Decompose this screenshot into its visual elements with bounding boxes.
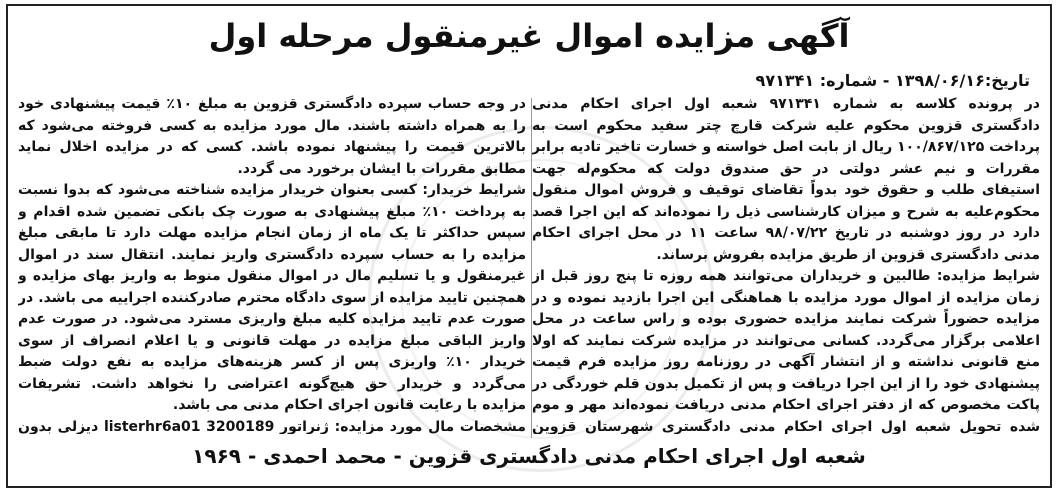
buyer-conditions-paragraph: شرایط خریدار: کسی بعنوان خریدار مزایده شناخته می‌شود که بدوا نسبت به پرداخت ۱۰٪ مبلغ پیشنهادی به صورت چک بانکی تضمین شده اقدام و سپس حداکثر تا یک ماه از زمان انجام مزایده مهلت دارد تا مابقی مبلغ مزایده را به حساب سپرده دادگستری واریز نمایند. انتقال سند در اموال غیرمنقول و یا تسلیم مال در اموال منقول منوط به واریز بهای مزایده و همچنین تایید مزایده از سوی دادگاه محترم صادرکننده اجراییه می باشد. در صورت عدم تایید مزایده کلیه مبلغ واریزی مسترد می‌شود. در صورت عدم واریز الباقی مبلغ مزایده در مهلت قانونی و یا اعلام انصراف از سوی خریدار ۱۰٪ واریزی پس از کسر هزینه‌های مزایده به نفع دولت ضبط می‌گردد و خریدار حق هیچ‌گونه اعتراضی را نخواهد داشت. تشریفات مزایده با رعایت قانون اجرای احکام مدنی می باشد.: [18, 182, 526, 413]
right-column: [532, 94, 1040, 434]
notice-title: آگهی مزایده اموال غیرمنقول مرحله اول: [208, 17, 850, 55]
deposit-paragraph: در وجه حساب سپرده دادگستری قزوین به مبلغ ۱۰٪ قیمت پیشنهادی خود را به همراه داشته باشند. مال مورد مزایده به کسی فروخته می‌شود که بالاترین قیمت را پیشنهاد نموده باشد. کسی که در مزایده اخلال نماید مطابق مقررات با ایشان برخورد می گردد.: [18, 96, 526, 177]
intro-paragraph: در پرونده کلاسه به شماره ۹۷۱۳۴۱ شعبه اول اجرای احکام مدنی دادگستری قزوین محکوم علیه شرکت قارچ چتر سفید محکوم است به پرداخت ۱۰۰/۸۶۷/۱۲۵ ریال از بابت اصل خواسته و خسارت تاخیر تادیه برابر مقررات و نیم عشر دولتی در حق صندوق دولت که محکوم‌له جهت استیفای طلب و حقوق خود بدواً تقاضای توقیف و فروش اموال منقول محکوم‌علیه به شرح و میزان کارشناسی ذیل را نموده‌اند که این اجرا قصد دارد در روز دوشنبه در تاریخ ۹۸/۰۷/۲۲ ساعت ۱۱ در محل اجرای احکام مدنی دادگستری قزوین از طریق مزایده بفروش برساند.: [532, 96, 1040, 263]
left-column: [18, 94, 526, 434]
item-specs-paragraph: مشخصات مال مورد مزایده: ژنراتور listerhr6a01 3200189 دیزلی بدون: [18, 418, 526, 434]
notice-frame: [6, 4, 1052, 488]
auction-conditions-paragraph: شرایط مزایده: طالبین و خریداران می‌توانند همه روزه تا پنج روز قبل از زمان مزایده از اموال مورد مزایده با هماهنگی این اجرا بازدید نموده و در مزایده حضوراً شرکت نمایند مزایده حضوری بوده و راس ساعت در محل اعلامی برگزار می‌گردد. کسانی می‌توانند در مزایده شرکت نمایند که اولا منع قانونی نداشته و از انتشار آگهی در روزنامه روز مزایده فرم قیمت پیشنهادی خود را از این اجرا دریافت و پس از تکمیل بدون قلم خوردگی در پاکت مخصوص که از دفتر اجرای احکام مدنی دریافت نموده‌اند مهر و موم شده تحویل شعبه اول اجرای احکام مدنی دادگستری شهرستان قزوین: [532, 268, 1040, 434]
column-divider: [531, 98, 532, 438]
notice-signature: شعبه اول اجرای احکام مدنی دادگستری قزوین - محمد احمدی - ۱۹۶۹: [192, 444, 866, 468]
notice-date-number: تاریخ:۱۳۹۸/۰۶/۱۶ - شماره: ۹۷۱۳۴۱: [755, 71, 1030, 90]
